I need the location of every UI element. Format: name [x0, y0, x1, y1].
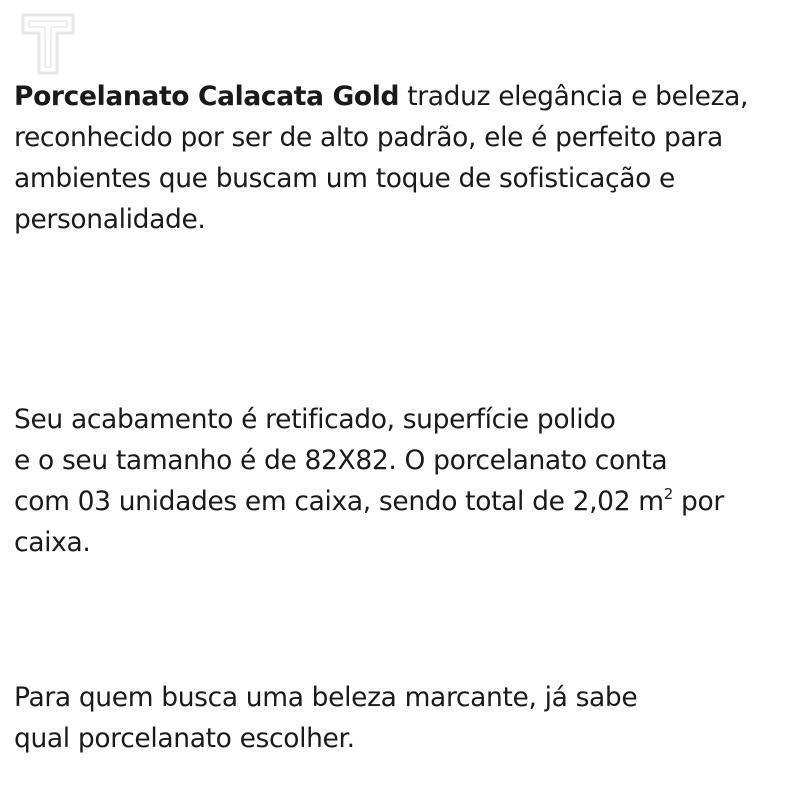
product-name: Porcelanato Calacata Gold [14, 81, 400, 112]
intro-line-1-rest: traduz elegância e beleza, [399, 81, 749, 112]
specs-line-3 [14, 481, 800, 522]
closing-paragraph [14, 677, 800, 759]
square-meter-superscript: 2 [663, 485, 673, 503]
intro-line-2: reconhecido por ser de alto padrão, ele é perfeito para [14, 122, 723, 153]
closing-line-2: qual porcelanato escolher. [14, 723, 355, 754]
specs-line-4: caixa. [14, 527, 91, 558]
specs-line-1: Seu acabamento é retificado, superfície polido [14, 404, 616, 435]
specs-paragraph [14, 399, 800, 563]
intro-paragraph [14, 76, 800, 240]
brand-t-logo-icon [20, 12, 76, 76]
specs-line-2: e o seu tamanho é de 82X82. O porcelanato conta [14, 445, 668, 476]
closing-line-1: Para quem busca uma beleza marcante, já sabe [14, 682, 638, 713]
intro-line-1 [14, 76, 800, 117]
specs-line-3-after: por [672, 486, 724, 517]
specs-line-3-before: com 03 unidades em caixa, sendo total de 2,02 m [14, 486, 664, 517]
intro-line-3: ambientes que buscam um toque de sofisticação e [14, 163, 675, 194]
intro-line-4: personalidade. [14, 204, 206, 235]
